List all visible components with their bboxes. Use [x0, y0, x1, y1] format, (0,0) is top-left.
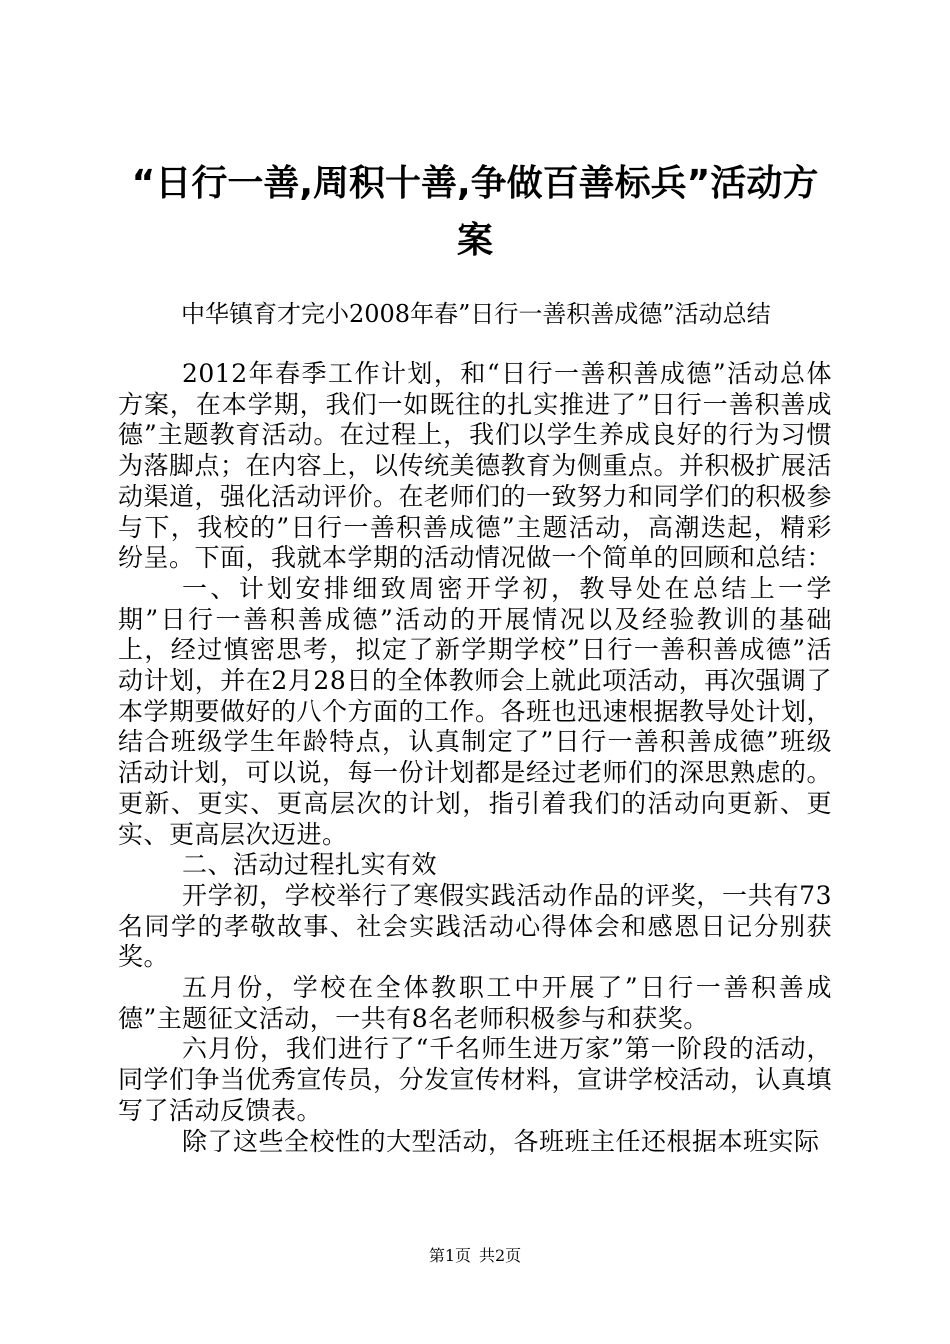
paragraph-class-activities: 除了这些全校性的大型活动，各班班主任还根据本班实际	[182, 1126, 820, 1156]
page-footer	[0, 1246, 950, 1266]
document-title-line-2: 案	[456, 220, 493, 261]
paragraph-section-two-heading: 二、活动过程扎实有效	[182, 850, 438, 880]
paragraph-june-visits: 六月份，我们进行了“千名师生进万家”第一阶段的活动，同学们争当优秀宣传员，分发宣传材料，宣讲学校活动，认真填写了活动反馈表。	[118, 1034, 833, 1125]
page-total: 共2页	[479, 1246, 522, 1265]
paragraph-may-essays: 五月份，学校在全体教职工中开展了”日行一善积善成德”主题征文活动，一共有8名老师积极参与和获奖。	[118, 973, 832, 1033]
document-title-line-1: “日行一善,周积十善,争做百善标兵”活动方	[131, 163, 819, 204]
paragraph-winter-awards: 开学初，学校举行了寒假实践活动作品的评奖，一共有73名同学的孝敬故事、社会实践活动心得体会和感恩日记分别获奖。	[118, 880, 832, 972]
document-body	[118, 359, 832, 1157]
document-subtitle: 中华镇育才完小2008年春”日行一善积善成德”活动总结	[181, 300, 771, 328]
paragraph-intro: 2012年春季工作计划，和“日行一善积善成德”活动总体方案，在本学期，我们一如既往的扎实推进了”日行一善积善成德”主题教育活动。在过程上，我们以学生养成良好的行为习惯为落脚点；在内容上，以传统美德教育为侧重点。并积极扩展活动渠道，强化活动评价。在老师们的一致努力和同学们的积极参与下，我校的”日行一善积善成德”主题活动，高潮迭起，精彩纷呈。下面，我就本学期的活动情况做一个简单的回顾和总结：	[118, 359, 833, 573]
paragraph-section-one: 一、计划安排细致周密开学初，教导处在总结上一学期”日行一善积善成德”活动的开展情况以及经验教训的基础上，经过慎密思考，拟定了新学期学校”日行一善积善成德”活动计划，并在2月28日的全体教师会上就此项活动，再次强调了本学期要做好的八个方面的工作。各班也迅速根据教导处计划，结合班级学生年龄特点，认真制定了”日行一善积善成德”班级活动计划，可以说，每一份计划都是经过老师们的深思熟虑的。更新、更实、更高层次的计划，指引着我们的活动向更新、更实、更高层次迈进。	[118, 573, 833, 849]
page-number: 第1页	[428, 1246, 471, 1265]
